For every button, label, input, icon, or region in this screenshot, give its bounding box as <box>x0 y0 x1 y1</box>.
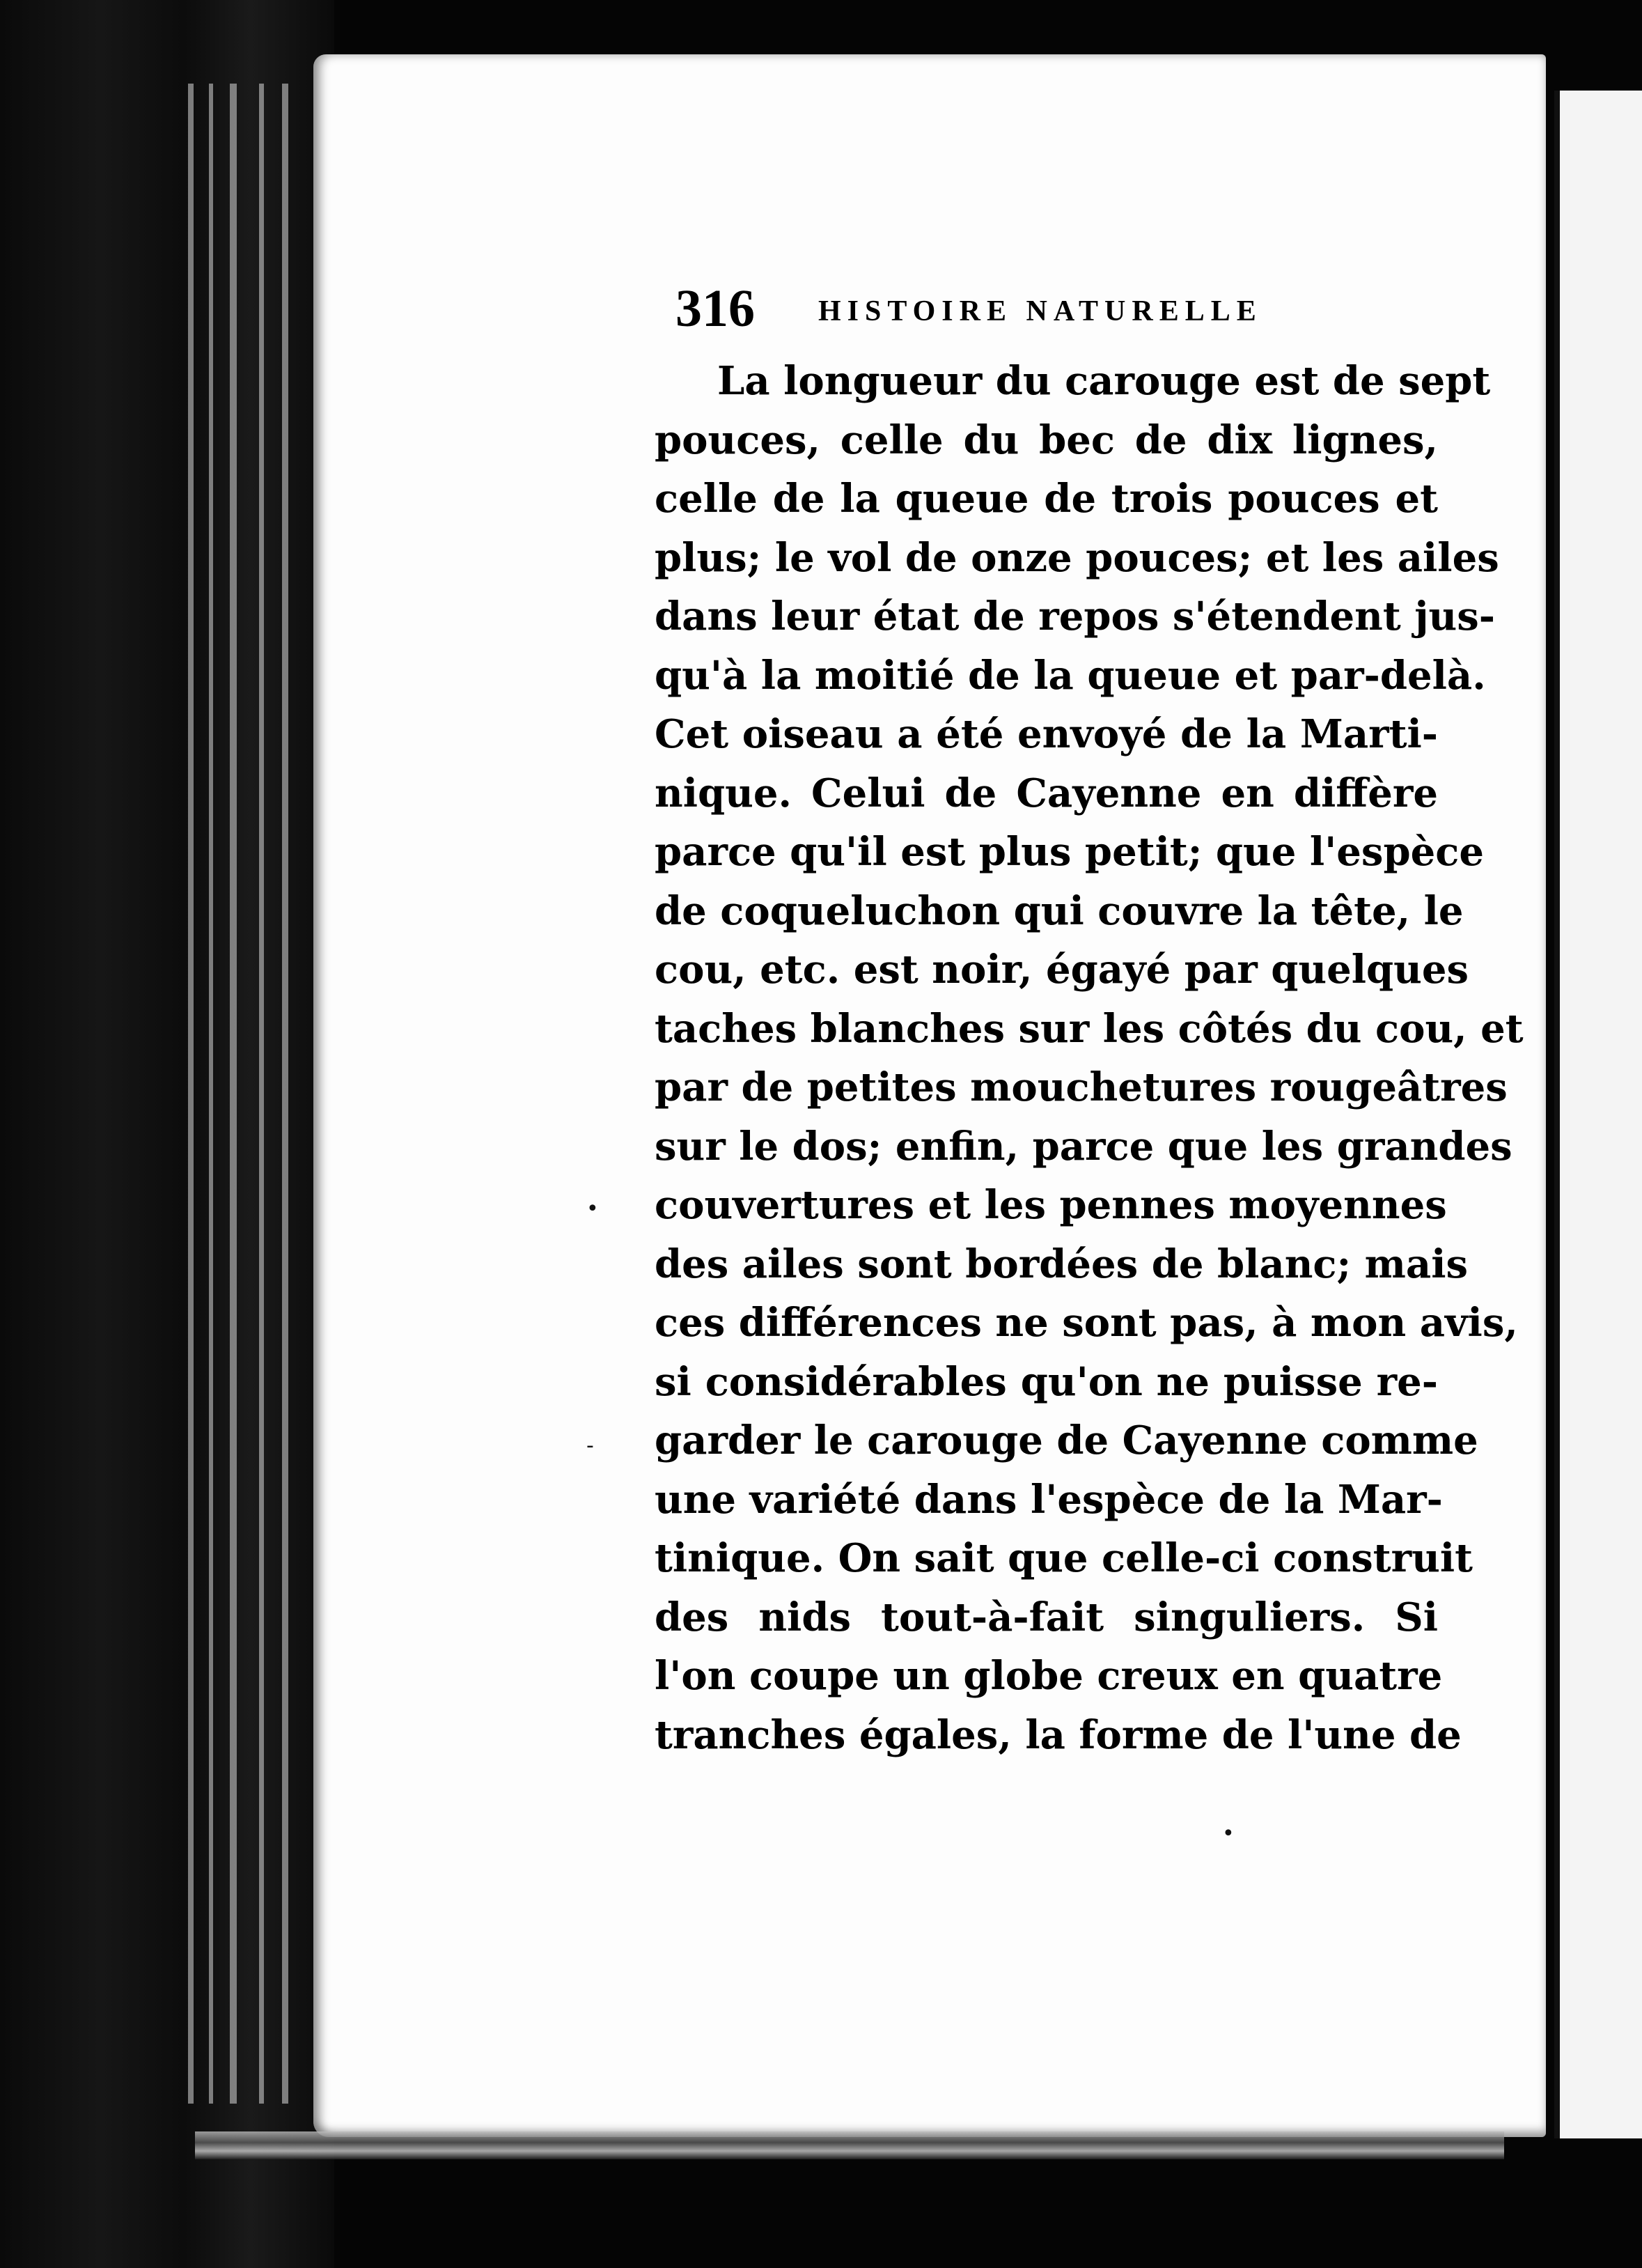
page-edge-line <box>188 84 194 2104</box>
paragraph <box>655 352 1524 1764</box>
text-line: parce qu'il est plus petit; que l'espèce <box>655 829 1484 875</box>
text-line: tranches égales, la forme de l'une de <box>655 1711 1462 1758</box>
text-line: couvertures et les pennes moyennes <box>655 1182 1447 1228</box>
text-line: par de petites mouchetures rougeâtres <box>655 1064 1508 1110</box>
text-line: pouces, celle du bec de dix lignes, <box>655 417 1438 463</box>
text-line: si considérables qu'on ne puisse re- <box>655 1358 1438 1405</box>
page-edge-line <box>282 84 288 2104</box>
stray-mark: • <box>1222 1822 1235 1846</box>
page-bottom-edge <box>195 2131 1504 2159</box>
text-line: de coqueluchon qui couvre la tête, le <box>655 887 1464 934</box>
text-line: une variété dans l'espèce de la Mar- <box>655 1476 1443 1523</box>
text-line: l'on coupe un globe creux en quatre <box>655 1653 1443 1699</box>
text-line: tinique. On sait que celle-ci construit <box>655 1535 1473 1581</box>
text-line: sur le dos; enfin, parce que les grandes <box>655 1123 1512 1170</box>
running-head <box>675 275 1438 352</box>
text-line: cou, etc. est noir, égayé par quelques <box>655 947 1469 993</box>
adjacent-page-strip <box>1554 91 1642 2138</box>
page-edge-line <box>230 84 237 2104</box>
text-line: des nids tout-à-fait singuliers. Si <box>655 1594 1438 1640</box>
stray-mark: • <box>586 1197 599 1221</box>
text-line: celle de la queue de trois pouces et <box>655 476 1438 522</box>
text-line: taches blanches sur les côtés du cou, et <box>655 1005 1524 1052</box>
text-line: ces différences ne sont pas, à mon avis, <box>655 1300 1518 1346</box>
stray-mark: - <box>586 1434 594 1458</box>
text-line: nique. Celui de Cayenne en diffère <box>655 770 1438 816</box>
text-line: qu'à la moitié de la queue et par-delà. <box>655 652 1486 699</box>
page-edge-line <box>209 84 213 2104</box>
text-line: garder le carouge de Cayenne comme <box>655 1418 1478 1463</box>
page-text <box>655 275 1524 1764</box>
text-line: plus; le vol de onze pouces; et les ailes <box>655 534 1499 581</box>
running-title: HISTOIRE NATURELLE <box>818 295 1262 327</box>
text-line: Cet oiseau a été envoyé de la Marti- <box>655 711 1438 757</box>
text-line: dans leur état de repos s'étendent jus- <box>655 593 1496 639</box>
page-number: 316 <box>675 279 755 338</box>
text-line: La longueur du carouge est de sept <box>717 358 1491 404</box>
text-line: des ailes sont bordées de blanc; mais <box>655 1241 1469 1287</box>
page-edge-line <box>259 84 264 2104</box>
book-binding-edge <box>0 0 334 2268</box>
